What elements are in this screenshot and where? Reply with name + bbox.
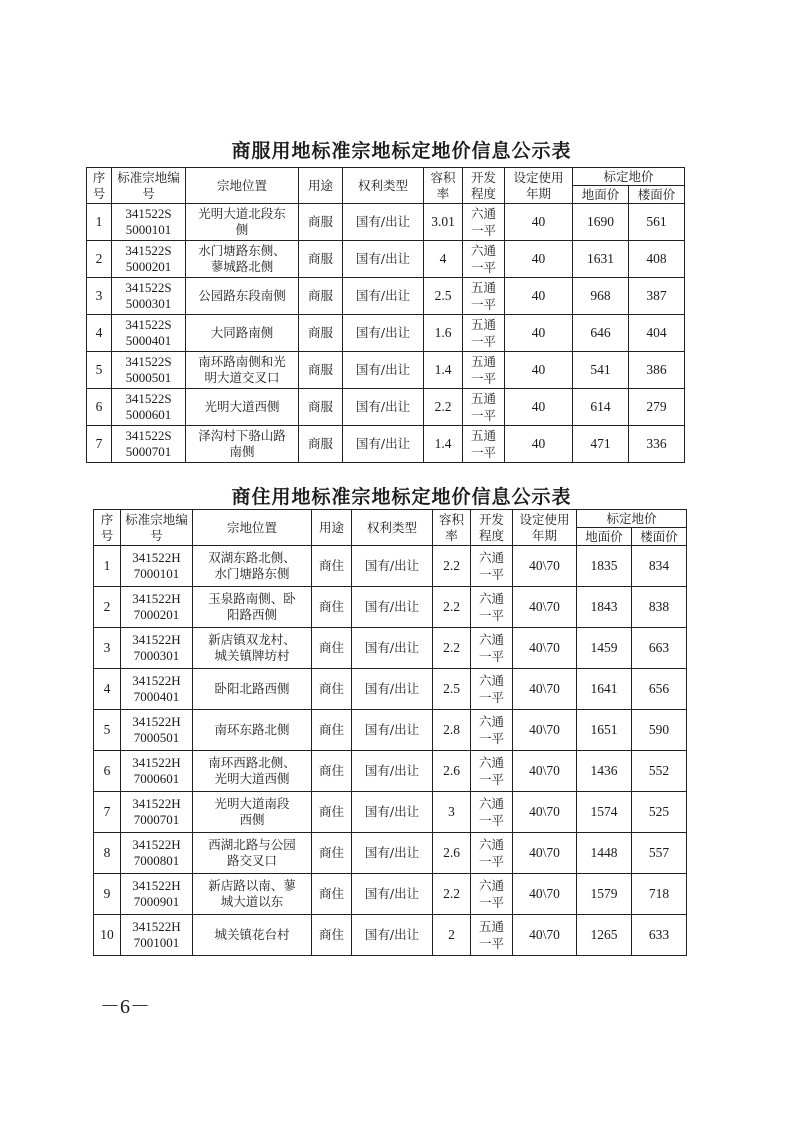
row-use: 商住 [312,710,352,751]
table2-title: 商住用地标准宗地标定地价信息公示表 [231,486,572,508]
row-dev: 六通 一平 [471,587,513,628]
row-far: 4 [424,241,463,278]
header-dev [471,510,513,546]
row-location: 新店路以南、蓼 城大道以东 [193,874,312,915]
row-floor-price: 561 [629,204,685,241]
header-seq [94,510,121,546]
header-floor-price: 楼面价 [629,186,685,204]
row-seq: 5 [94,710,121,751]
row-far: 2.5 [424,278,463,315]
row-term: 40\70 [513,710,577,751]
row-dev: 六通 一平 [471,792,513,833]
row-code: 341522H 7000901 [121,874,193,915]
row-term: 40 [505,241,573,278]
row-dev: 六通 一平 [471,710,513,751]
row-land-price: 646 [573,315,629,352]
row-seq: 5 [87,352,112,389]
row-use: 商服 [299,204,343,241]
table-row [94,792,687,833]
row-term: 40\70 [513,587,577,628]
header-use: 用途 [299,168,343,204]
header-term [505,168,573,204]
row-dev: 六通 一平 [471,546,513,587]
row-code: 341522S 5000301 [112,278,186,315]
row-rights: 国有/出让 [352,546,433,587]
row-code: 341522S 5000101 [112,204,186,241]
header-use: 用途 [312,510,352,546]
row-far: 1.4 [424,426,463,463]
row-location: 南环西路北侧、 光明大道西侧 [193,751,312,792]
row-dev: 五通 一平 [463,426,505,463]
row-floor-price: 663 [632,628,687,669]
table-row [87,204,685,241]
table-row [94,874,687,915]
row-use: 商住 [312,833,352,874]
row-dev: 六通 一平 [463,241,505,278]
header-price: 标定地价 [577,510,687,528]
header-seq-label: 序号 [92,169,106,201]
row-floor-price: 838 [632,587,687,628]
row-far: 3 [433,792,471,833]
row-use: 商服 [299,352,343,389]
row-land-price: 1448 [577,833,632,874]
row-code: 341522H 7000201 [121,587,193,628]
header-code-label: 标准宗地编号 [125,511,188,543]
row-location: 双湖东路北侧、 水门塘路东侧 [193,546,312,587]
row-far: 1.4 [424,352,463,389]
header-seq-label: 序号 [100,511,114,543]
row-use: 商住 [312,751,352,792]
table-row [94,751,687,792]
header-price: 标定地价 [573,168,685,186]
row-land-price: 1835 [577,546,632,587]
row-floor-price: 408 [629,241,685,278]
header-code [121,510,193,546]
row-use: 商住 [312,669,352,710]
row-location: 城关镇花台村 [193,915,312,956]
header-dev [463,168,505,204]
row-term: 40 [505,278,573,315]
row-use: 商住 [312,546,352,587]
row-term: 40 [505,352,573,389]
table-row [87,352,685,389]
row-floor-price: 718 [632,874,687,915]
row-far: 2.8 [433,710,471,751]
row-floor-price: 386 [629,352,685,389]
row-code: 341522H 7000801 [121,833,193,874]
row-rights: 国有/出让 [352,587,433,628]
row-seq: 4 [87,315,112,352]
header-location: 宗地位置 [186,168,299,204]
row-floor-price: 656 [632,669,687,710]
row-dev: 六通 一平 [471,669,513,710]
header-location: 宗地位置 [193,510,312,546]
row-location: 大同路南侧 [186,315,299,352]
row-location: 玉泉路南侧、卧 阳路西侧 [193,587,312,628]
table-row [87,389,685,426]
commercial-land-price-table [86,167,685,463]
table-row [87,426,685,463]
header-far-label: 容积率 [439,511,465,543]
row-term: 40\70 [513,833,577,874]
row-code: 341522H 7000601 [121,751,193,792]
header-code [112,168,186,204]
row-land-price: 1690 [573,204,629,241]
table-row [94,546,687,587]
row-land-price: 1843 [577,587,632,628]
row-dev: 五通 一平 [471,915,513,956]
row-code: 341522S 5000701 [112,426,186,463]
row-land-price: 1436 [577,751,632,792]
row-rights: 国有/出让 [343,426,424,463]
row-term: 40\70 [513,792,577,833]
header-seq [87,168,112,204]
table-row [94,710,687,751]
row-use: 商服 [299,278,343,315]
row-use: 商服 [299,426,343,463]
row-use: 商住 [312,874,352,915]
row-seq: 6 [94,751,121,792]
row-dev: 六通 一平 [471,833,513,874]
row-far: 2.2 [433,587,471,628]
row-seq: 6 [87,389,112,426]
row-code: 341522H 7000701 [121,792,193,833]
row-code: 341522H 7000501 [121,710,193,751]
row-location: 南环路南侧和光 明大道交叉口 [186,352,299,389]
row-far: 2 [433,915,471,956]
row-land-price: 1579 [577,874,632,915]
header-dev-label: 开发程度 [471,169,497,201]
row-term: 40 [505,315,573,352]
header-far [424,168,463,204]
row-rights: 国有/出让 [352,669,433,710]
row-location: 水门塘路东侧、 蓼城路北侧 [186,241,299,278]
row-floor-price: 552 [632,751,687,792]
row-rights: 国有/出让 [352,751,433,792]
row-land-price: 1631 [573,241,629,278]
row-far: 2.6 [433,833,471,874]
row-floor-price: 336 [629,426,685,463]
row-land-price: 471 [573,426,629,463]
row-seq: 4 [94,669,121,710]
row-far: 2.2 [424,389,463,426]
row-code: 341522S 5000401 [112,315,186,352]
row-far: 3.01 [424,204,463,241]
row-seq: 7 [94,792,121,833]
row-rights: 国有/出让 [343,278,424,315]
row-far: 2.2 [433,874,471,915]
row-location: 光明大道西侧 [186,389,299,426]
row-seq: 10 [94,915,121,956]
row-land-price: 1459 [577,628,632,669]
row-rights: 国有/出让 [352,874,433,915]
row-seq: 2 [87,241,112,278]
row-land-price: 968 [573,278,629,315]
row-floor-price: 387 [629,278,685,315]
row-far: 2.5 [433,669,471,710]
row-land-price: 1265 [577,915,632,956]
row-seq: 9 [94,874,121,915]
row-seq: 3 [94,628,121,669]
row-far: 1.6 [424,315,463,352]
row-location: 新店镇双龙村、 城关镇牌坊村 [193,628,312,669]
row-land-price: 1574 [577,792,632,833]
row-use: 商服 [299,389,343,426]
row-floor-price: 633 [632,915,687,956]
row-rights: 国有/出让 [352,710,433,751]
row-rights: 国有/出让 [343,315,424,352]
row-rights: 国有/出让 [352,915,433,956]
row-location: 光明大道南段 西侧 [193,792,312,833]
header-term-label: 设定使用年期 [519,511,570,543]
row-land-price: 614 [573,389,629,426]
table1-title: 商服用地标准宗地标定地价信息公示表 [231,140,572,162]
header-far-label: 容积率 [430,169,456,201]
row-use: 商住 [312,628,352,669]
row-term: 40 [505,204,573,241]
row-code: 341522H 7000301 [121,628,193,669]
header-land-price: 地面价 [577,528,632,546]
row-term: 40\70 [513,546,577,587]
header-far [433,510,471,546]
header-land-price: 地面价 [573,186,629,204]
row-dev: 六通 一平 [471,751,513,792]
row-rights: 国有/出让 [343,204,424,241]
row-dev: 六通 一平 [471,874,513,915]
row-rights: 国有/出让 [343,389,424,426]
row-term: 40 [505,389,573,426]
table-row [87,278,685,315]
row-location: 西湖北路与公园 路交叉口 [193,833,312,874]
row-term: 40\70 [513,915,577,956]
table-row [87,241,685,278]
header-rights: 权利类型 [343,168,424,204]
table-row [94,587,687,628]
header-rights: 权利类型 [352,510,433,546]
row-location: 泽沟村下骆山路 南侧 [186,426,299,463]
table-row [94,628,687,669]
row-term: 40\70 [513,874,577,915]
row-floor-price: 834 [632,546,687,587]
row-rights: 国有/出让 [352,628,433,669]
row-land-price: 541 [573,352,629,389]
row-rights: 国有/出让 [352,833,433,874]
row-floor-price: 404 [629,315,685,352]
row-code: 341522H 7001001 [121,915,193,956]
row-rights: 国有/出让 [343,241,424,278]
row-dev: 五通 一平 [463,315,505,352]
row-dev: 六通 一平 [463,204,505,241]
row-location: 光明大道北段东 侧 [186,204,299,241]
header-term [513,510,577,546]
row-code: 341522H 7000401 [121,669,193,710]
row-floor-price: 525 [632,792,687,833]
commercial-residential-land-price-table [93,509,687,956]
row-location: 南环东路北侧 [193,710,312,751]
row-use: 商服 [299,315,343,352]
row-far: 2.2 [433,628,471,669]
row-term: 40 [505,426,573,463]
header-dev-label: 开发程度 [479,511,505,543]
row-land-price: 1651 [577,710,632,751]
row-dev: 六通 一平 [471,628,513,669]
row-dev: 五通 一平 [463,389,505,426]
header-term-label: 设定使用年期 [513,169,564,201]
row-seq: 3 [87,278,112,315]
row-term: 40\70 [513,628,577,669]
table-row [94,915,687,956]
row-rights: 国有/出让 [343,352,424,389]
row-code: 341522H 7000101 [121,546,193,587]
row-seq: 2 [94,587,121,628]
row-term: 40\70 [513,751,577,792]
table-row [94,833,687,874]
row-rights: 国有/出让 [352,792,433,833]
row-location: 卧阳北路西侧 [193,669,312,710]
header-floor-price: 楼面价 [632,528,687,546]
row-floor-price: 557 [632,833,687,874]
row-seq: 7 [87,426,112,463]
row-code: 341522S 5000601 [112,389,186,426]
row-use: 商服 [299,241,343,278]
row-location: 公园路东段南侧 [186,278,299,315]
table-row [87,315,685,352]
row-floor-price: 279 [629,389,685,426]
row-code: 341522S 5000201 [112,241,186,278]
row-seq: 8 [94,833,121,874]
row-use: 商住 [312,792,352,833]
row-use: 商住 [312,915,352,956]
row-use: 商住 [312,587,352,628]
row-dev: 五通 一平 [463,278,505,315]
row-seq: 1 [87,204,112,241]
row-dev: 五通 一平 [463,352,505,389]
row-floor-price: 590 [632,710,687,751]
row-term: 40\70 [513,669,577,710]
page-number: －6－ [100,996,150,1018]
row-seq: 1 [94,546,121,587]
header-code-label: 标准宗地编号 [117,169,180,201]
row-land-price: 1641 [577,669,632,710]
row-code: 341522S 5000501 [112,352,186,389]
row-far: 2.2 [433,546,471,587]
row-far: 2.6 [433,751,471,792]
table-row [94,669,687,710]
